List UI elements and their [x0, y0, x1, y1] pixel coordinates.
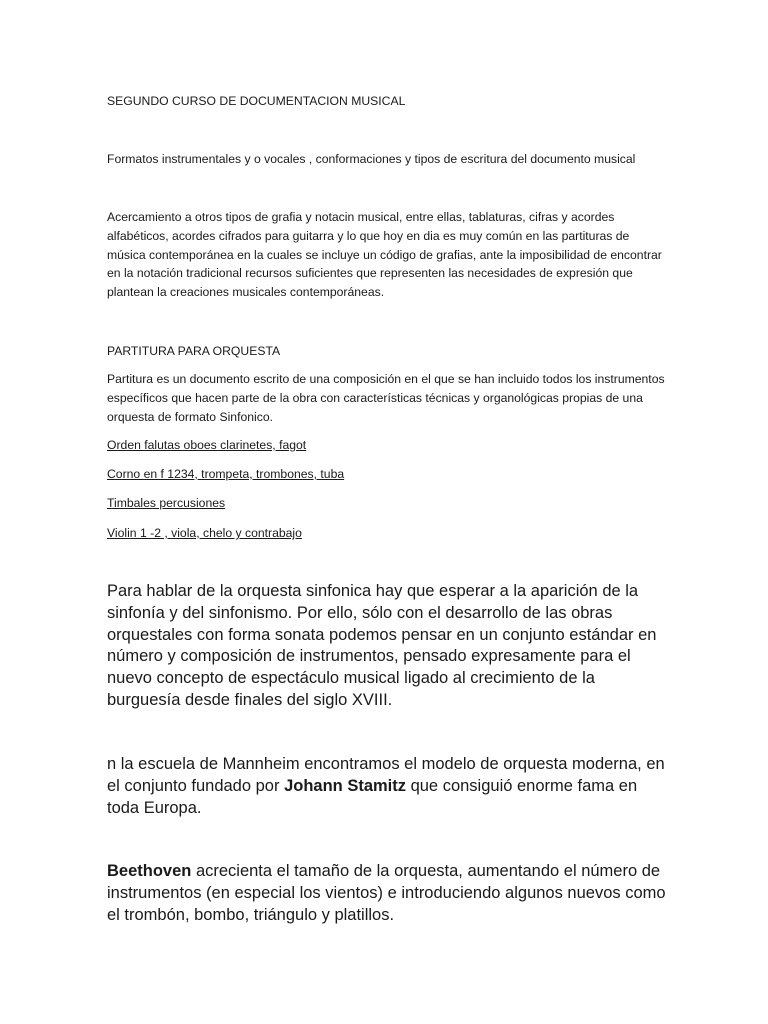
paragraph-beethoven [107, 861, 667, 926]
paragraph-intro: Acercamiento a otros tipos de grafia y notacin musical, entre ellas, tablaturas, cifras y acordes alfabéticos, acordes cifrados para guitarra y lo que hoy en dia es muy común en las partituras de música contemporánea en la cuales se incluye un código de grafias, ante la imposibilidad de encontrar en la notación tradicional recursos suficientes que representen las necesidades de expresión que plantean la creaciones musicales contemporáneas. [107, 210, 662, 300]
section-heading: PARTITURA PARA ORQUESTA [107, 344, 281, 358]
mannheim-text-after: que consiguió enorme fama en toda Europa. [107, 776, 638, 817]
orden-item-percussion: Timbales percusiones [107, 496, 226, 510]
mannheim-bold-name: Johann Stamitz [284, 776, 406, 795]
orden-item-strings: Violin 1 -2 , viola, chelo y contrabajo [107, 526, 302, 540]
paragraph-partitura: Partitura es un documento escrito de una composición en el que se han incluido todos los instrumentos específicos que hacen parte de la obra con características técnicas y organológicas propias de una orquesta de formato Sinfonico. [107, 372, 665, 424]
orden-item-woodwinds: Orden falutas oboes clarinetes, fagot [107, 438, 307, 452]
document-title: SEGUNDO CURSO DE DOCUMENTACION MUSICAL [107, 94, 406, 108]
paragraph-mannheim [107, 754, 667, 819]
orden-item-brass: Corno en f 1234, trompeta, trombones, tuba [107, 467, 345, 481]
mannheim-text-before: n la escuela de Mannheim encontramos el modelo de orquesta moderna, en el conjunto fundado por [107, 755, 665, 795]
paragraph-sinfonica: Para hablar de la orquesta sinfonica hay que esperar a la aparición de la sinfonía y del sinfonismo. Por ello, sólo con el desarrollo de las obras orquestales con forma sonata podemos pensar en un conjunto estándar en número y composición de instrumentos, pensado expresamente para el nuevo concepto de espectáculo musical ligado al crecimiento de la burguesía desde finales del siglo XVIII. [107, 582, 657, 709]
beethoven-text-after: acrecienta el tamaño de la orquesta, aumentando el número de instrumentos (en especial los vientos) e introduciendo algunos nuevos como el trombón, bombo, triángulo y platillos. [107, 862, 666, 924]
beethoven-bold-name: Beethoven [107, 862, 192, 880]
document-subtitle: Formatos instrumentales y o vocales , conformaciones y tipos de escritura del documento musical [107, 152, 636, 166]
